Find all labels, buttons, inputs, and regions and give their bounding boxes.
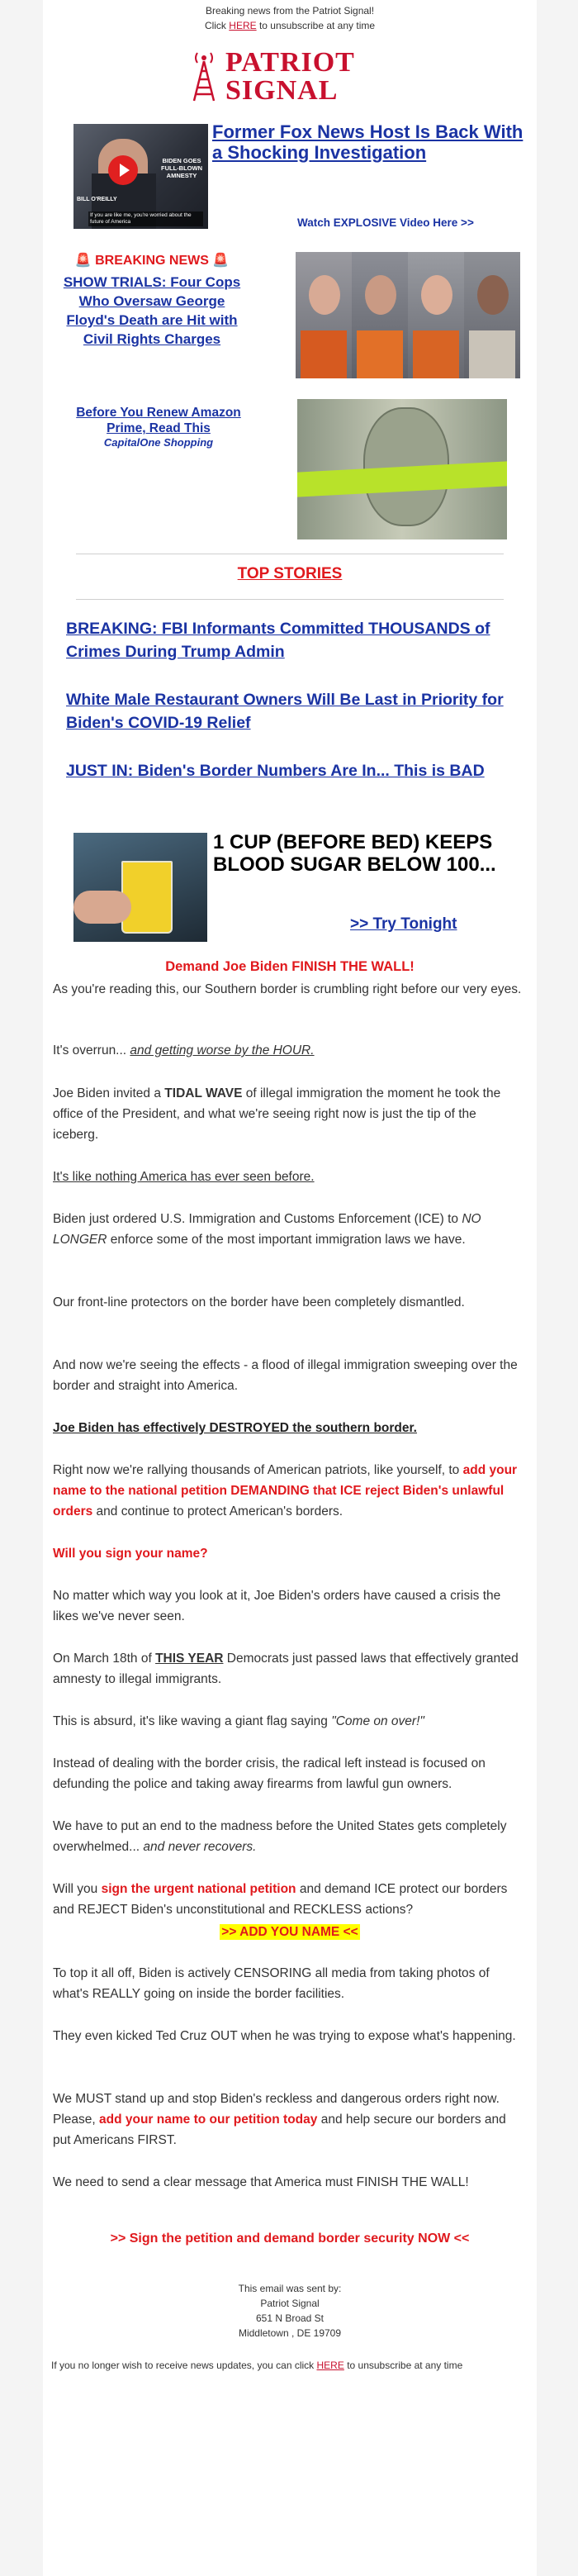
thumb-subtitle: If you are like me, you're worried about the future of America (88, 211, 203, 226)
top-story-link-2[interactable]: White Male Restaurant Owners Will Be Last in Priority for Biden's COVID-19 Relief (66, 691, 504, 732)
top-stories-title: TOP STORIES (237, 565, 343, 582)
p3-text-a: Joe Biden invited a (53, 1086, 165, 1100)
p12-text-a: On March 18th of (53, 1652, 156, 1666)
patriot-signal-logo[interactable] (187, 46, 402, 108)
top-story-link-1[interactable]: BREAKING: FBI Informants Committed THOUSANDS of Crimes During Trump Admin (66, 620, 490, 661)
article-p11: No matter which way you look at it, Joe Biden's orders have caused a crisis the likes we've never seen. (53, 1589, 501, 1623)
article-p18: They even kicked Ted Cruz OUT when he was trying to expose what's happening. (53, 2029, 516, 2043)
article-p16 (53, 1879, 524, 1920)
p12-bold: THIS YEAR (155, 1652, 224, 1666)
breaking-headline-link[interactable]: SHOW TRIALS: Four Cops Who Oversaw George Floyd's Death are Hit with Civil Rights Charges (63, 274, 241, 347)
article-p9 (53, 1460, 524, 1522)
add-name-cta (43, 1925, 537, 1940)
p16-text-a: Will you (53, 1882, 102, 1896)
ad-headline-link[interactable]: Before You Renew Amazon Prime, Read This (76, 406, 241, 435)
promo-image[interactable] (73, 833, 207, 942)
p5-text-c: enforce some of the most important immigration laws we have. (107, 1233, 466, 1247)
article-p6: Our front-line protectors on the border have been completely dismantled. (53, 1295, 465, 1309)
unsubscribe-link-top[interactable]: HERE (229, 20, 257, 31)
footer-unsub-suffix: to unsubscribe at any time (343, 2360, 463, 2371)
preheader-text: Breaking news from the Patriot Signal! (205, 5, 375, 17)
ad-sponsor: CapitalOne Shopping (103, 436, 214, 449)
article-title: Demand Joe Biden FINISH THE WALL! (165, 959, 415, 974)
logo-text-signal: SIGNAL (225, 75, 339, 106)
article-p10: Will you sign your name? (53, 1547, 208, 1561)
article-p13 (53, 1711, 524, 1732)
promo-cta-link[interactable]: >> Try Tonight (350, 915, 457, 933)
play-triangle-icon (120, 164, 130, 177)
mugshot-2 (352, 252, 408, 378)
preheader (43, 3, 537, 33)
p15-italic: and never recovers. (143, 1840, 257, 1854)
p15-text: We have to put an end to the madness before the United States gets completely overwhelmed... (53, 1819, 507, 1854)
article-p17: To top it all off, Biden is actively CENSORING all media from taking photos of what's REALLY going on inside the border facilities. (53, 1966, 490, 2001)
p12-text-c: Democrats just passed laws that effectively granted amnesty to illegal immigrants. (53, 1652, 519, 1686)
mugshot-3-shirt (413, 330, 459, 378)
preheader-unsubscribe (43, 18, 537, 33)
breaking-news-label (53, 252, 251, 269)
play-button-icon[interactable] (108, 155, 138, 185)
p3-text-c: of illegal immigration the moment he took the office of the President, and what we're seeing right now is just the tip of the iceberg. (53, 1086, 501, 1142)
footer-org: Patriot Signal (260, 2298, 320, 2309)
email-body (43, 0, 537, 2576)
video-thumbnail[interactable] (73, 124, 208, 229)
p5-text-a: Biden just ordered U.S. Immigration and Customs Enforcement (ICE) to (53, 1212, 462, 1226)
article-p20: We need to send a clear message that America must FINISH THE WALL! (53, 2175, 469, 2189)
promo-headline-link[interactable]: 1 CUP (BEFORE BED) KEEPS BLOOD SUGAR BELOW 100... (213, 831, 496, 876)
add-name-button[interactable]: >> ADD YOU NAME << (221, 1925, 358, 1939)
p9-text-c: and continue to protect American's borders. (92, 1504, 343, 1519)
hand (73, 891, 131, 924)
preheader-prefix: Click (204, 20, 230, 31)
article-p4: It's like nothing America has ever seen before. (53, 1170, 315, 1184)
mugshot-1 (296, 252, 352, 378)
p9-petition-link[interactable]: add your name to the national petition DEMANDING that ICE reject Biden's unlawful orders (53, 1463, 518, 1519)
feature-cta-link[interactable]: Watch EXPLOSIVE Video Here >> (297, 216, 474, 229)
p13-text: This is absurd, it's like waving a giant flag saying (53, 1714, 332, 1728)
siren-icon-left: 🚨 (74, 254, 92, 268)
footer-city: Middletown , DE 19709 (238, 2327, 342, 2339)
mugshot-2-shirt (357, 330, 403, 378)
footer-street: 651 N Broad St (255, 2312, 325, 2324)
sign-petition-cta[interactable]: >> Sign the petition and demand border security NOW << (110, 2231, 470, 2246)
divider-bottom (76, 599, 504, 600)
breaking-news-text: BREAKING NEWS (95, 254, 209, 268)
mugshot-4-face (477, 275, 509, 315)
sponsored-ad[interactable] (59, 405, 258, 449)
ad-image-money[interactable] (297, 399, 507, 539)
preheader-suffix: to unsubscribe at any time (256, 20, 376, 31)
p9-text-a: Right now we're rallying thousands of American patriots, like yourself, to (53, 1463, 463, 1477)
feature-headline-link[interactable]: Former Fox News Host Is Back With a Shocking Investigation (212, 121, 524, 163)
p13-italic: "Come on over!" (331, 1714, 424, 1728)
article-p3 (53, 1083, 524, 1145)
p16-text-c: and demand ICE protect our borders and REJECT Biden's unconstitutional and RECKLESS actions? (53, 1882, 508, 1917)
footer-address (43, 2281, 537, 2341)
article-p5 (53, 1209, 524, 1250)
p3-bold: TIDAL WAVE (164, 1086, 243, 1100)
footer-unsub-prefix: If you no longer wish to receive news updates, you can click (51, 2360, 317, 2371)
unsubscribe-link-bottom[interactable]: HERE (316, 2360, 344, 2371)
mugshot-3-face (421, 275, 452, 315)
p2-emphasis: and getting worse by the HOUR. (130, 1043, 315, 1057)
mugshots-image[interactable] (296, 252, 520, 378)
article-p7: And now we're seeing the effects - a flood of illegal immigration sweeping over the border and straight into America. (53, 1358, 518, 1393)
article-p12 (53, 1648, 524, 1690)
mugshot-4-shirt (469, 330, 515, 378)
p19-petition-link[interactable]: add your name to our petition today (99, 2113, 318, 2127)
thumb-overlay-text: BIDEN GOES FULL-BLOWN AMNESTY (161, 157, 202, 179)
footer-unsubscribe (51, 2358, 530, 2373)
siren-icon-right: 🚨 (212, 254, 230, 268)
p19-text-a: We MUST stand up and stop Biden's reckless and dangerous orders right now. Please, (53, 2092, 500, 2127)
article-p19 (53, 2089, 524, 2151)
logo-text-patriot: PATRIOT (225, 47, 355, 78)
footer-sent-by: This email was sent by: (238, 2283, 342, 2294)
p19-text-c: and help secure our borders and put Americans FIRST. (53, 2113, 506, 2147)
mugshot-4 (464, 252, 520, 378)
article-p2 (53, 1040, 524, 1061)
mugshot-3 (408, 252, 464, 378)
mugshot-1-shirt (301, 330, 347, 378)
article-p1: As you're reading this, our Southern border is crumbling right before our very eyes. (53, 982, 522, 996)
mugshot-1-face (309, 275, 340, 315)
thumb-caption: BILL O'REILLY (77, 197, 117, 202)
p16-petition-link[interactable]: sign the urgent national petition (101, 1882, 296, 1896)
radio-tower-icon (187, 50, 220, 102)
article-p8: Joe Biden has effectively DESTROYED the southern border. (53, 1421, 417, 1435)
top-story-link-3[interactable]: JUST IN: Biden's Border Numbers Are In... This is BAD (66, 762, 485, 780)
p2-text: It's overrun... (53, 1043, 130, 1057)
article-p15 (53, 1816, 524, 1857)
shot-glass (121, 861, 173, 934)
article-p14: Instead of dealing with the border crisis, the radical left instead is focused on defunding the police and taking away firearms from lawful gun owners. (53, 1756, 486, 1791)
p5-italic: NO LONGER (53, 1212, 481, 1247)
mugshot-2-face (365, 275, 396, 315)
